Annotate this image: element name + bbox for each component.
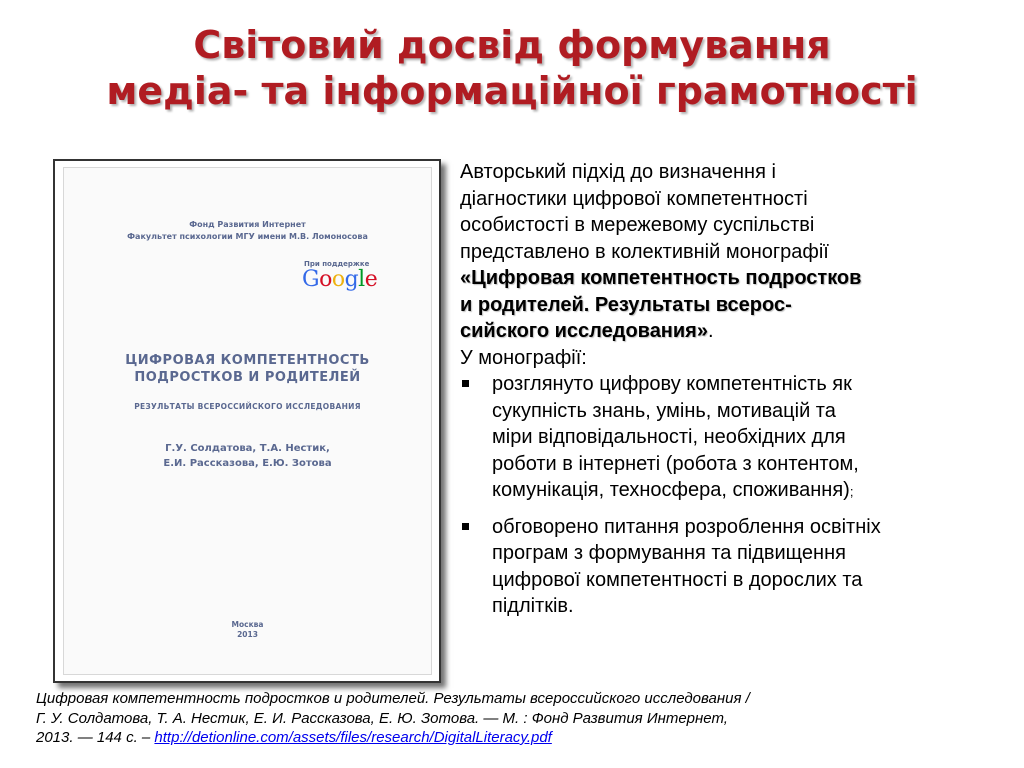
cover-authors-line-2: Е.И. Рассказова, Е.Ю. Зотова	[163, 458, 332, 469]
intro-line-4: представлено в колективній монографії	[460, 240, 829, 263]
bullet-1-semicolon: ;	[849, 484, 854, 499]
intro-line-3: особистості в мережевому суспільстві	[460, 214, 815, 236]
reference-line-3	[36, 728, 996, 748]
monograph-title-line-3: сийского исследования»	[460, 320, 708, 342]
google-logo-letter: g	[344, 267, 359, 292]
bullet-1-line-5-wrap	[492, 477, 1000, 506]
slide-title	[0, 22, 1024, 114]
bullet-1-line-3: міри відповідальності, необхідних для	[492, 426, 846, 448]
bullet-1-line-1: розглянуто цифрову компетентність як	[492, 373, 852, 395]
reference-line-1: Цифровая компетентность подростков и родителей. Результаты всероссийского исследования /	[36, 690, 750, 707]
bullet-2-line-1: обговорено питання розроблення освітніх	[492, 515, 881, 538]
bullet-1-line-5: комунікація, техносфера, споживання)	[492, 479, 850, 501]
google-logo-letter: o	[319, 267, 332, 292]
reference-line-2: Г. У. Солдатова, Т. А. Нестик, Е. И. Рассказова, Е. Ю. Зотова. — М. : Фонд Развития Интернет,	[36, 709, 728, 727]
bullet-2-line-2: програм з формування та підвищення	[492, 542, 846, 564]
cover-title-line-1: ЦИФРОВАЯ КОМПЕТЕНТНОСТЬ	[125, 353, 370, 368]
bullet-2-line-3: цифрової компетентності в дорослих та	[492, 568, 863, 591]
intro-line-2: діагностики цифрової компетентності	[460, 187, 808, 210]
cover-year: 2013	[237, 630, 258, 639]
reference-citation	[36, 689, 996, 748]
in-monograph-label: У монографії:	[460, 346, 587, 369]
monograph-title-line-1: «Цифровая компетентность подростков	[460, 267, 862, 289]
slide-body-text	[460, 159, 1000, 620]
cover-city: Москва	[231, 620, 264, 629]
bullet-2-line-4: підлітків.	[492, 595, 574, 617]
book-cover-image	[53, 159, 441, 683]
reference-line-3-prefix: 2013. — 144 с. –	[36, 729, 155, 746]
google-logo-letter: l	[358, 267, 365, 292]
intro-line-1: Авторський підхід до визначення і	[460, 161, 776, 183]
cover-support-text: При поддержке	[304, 260, 370, 268]
bullet-1-line-4: роботи в інтернеті (робота з контентом,	[492, 452, 859, 475]
square-bullet-icon	[462, 380, 469, 387]
cover-subtitle: РЕЗУЛЬТАТЫ ВСЕРОССИЙСКОГО ИССЛЕДОВАНИЯ	[134, 402, 361, 411]
cover-fund-line-2: Факультет психологии МГУ имени М.В. Ломоносова	[127, 232, 368, 241]
bullet-item-2	[460, 514, 1000, 620]
square-bullet-icon	[462, 523, 469, 530]
book-cover-page	[63, 167, 432, 675]
monograph-title-period: .	[707, 320, 714, 342]
cover-fund-line-1: Фонд Развития Интернет	[189, 220, 306, 229]
bullet-item-1	[460, 371, 1000, 506]
google-logo	[302, 267, 377, 292]
google-logo-letter: o	[331, 267, 345, 292]
reference-link[interactable]: http://detionline.com/assets/files/research/DigitalLiteracy.pdf	[154, 729, 552, 746]
title-line-2: медіа- та інформаційної грамотності	[106, 69, 918, 113]
cover-authors-line-1: Г.У. Солдатова, Т.А. Нестик,	[165, 443, 330, 454]
bullet-1-line-2: сукупність знань, умінь, мотивацій та	[492, 399, 836, 422]
monograph-title-line-2: и родителей. Результаты всерос-	[460, 293, 792, 316]
google-logo-letter: G	[302, 267, 320, 292]
monograph-title-line-3-wrap	[460, 318, 1000, 345]
title-line-1: Світовий досвід формування	[193, 23, 831, 67]
google-logo-letter: e	[364, 267, 378, 292]
cover-title-line-2: ПОДРОСТКОВ И РОДИТЕЛЕЙ	[134, 370, 361, 385]
